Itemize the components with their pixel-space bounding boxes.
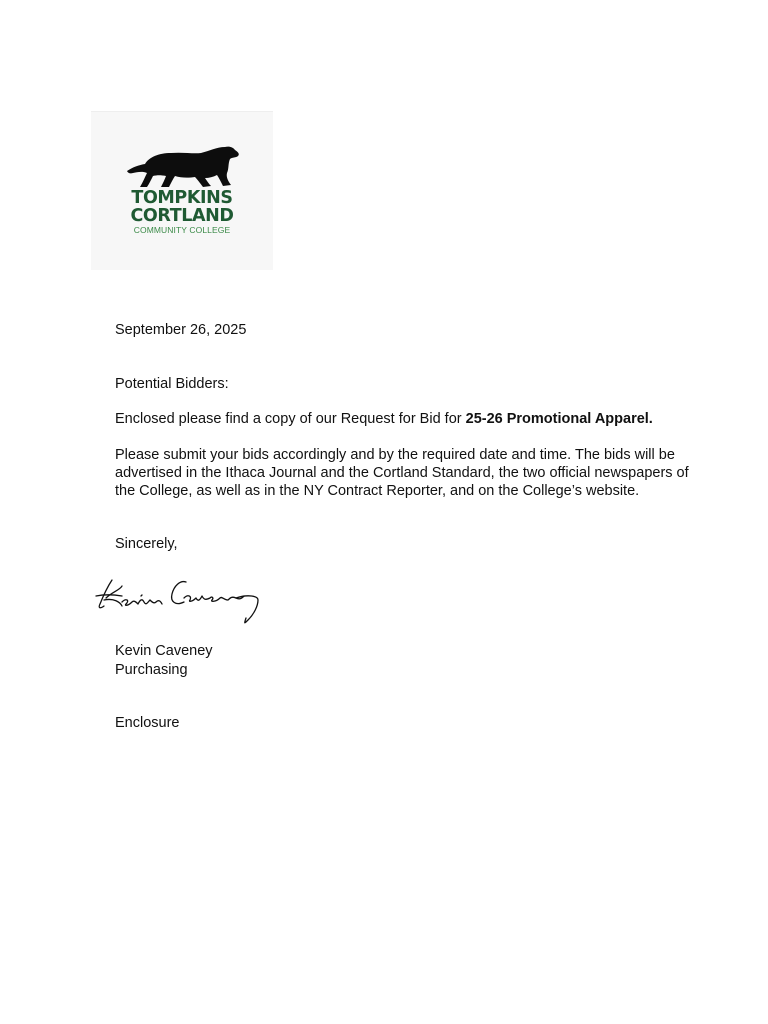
logo-line-cortland: CORTLAND (130, 206, 234, 226)
bid-title: 25-26 Promotional Apparel. (465, 411, 653, 427)
intro-text: Enclosed please find a copy of our Request for Bid for (115, 411, 466, 427)
letter-closing: Sincerely, (115, 536, 178, 552)
college-logo (91, 111, 273, 270)
logo-line-tompkins: TOMPKINS (131, 188, 233, 208)
body-paragraph: Please submit your bids accordingly and by the required date and time. The bids will be advertised in the Ithaca Journal and the Cortland Standard, the two official newspapers of the College, as well as in the NY Contract Reporter, and on the College’s website. (115, 447, 689, 499)
logo-line-community-college: COMMUNITY COLLEGE (133, 225, 231, 235)
letter-date: September 26, 2025 (115, 322, 247, 338)
panther-icon (125, 145, 241, 189)
enclosure-note: Enclosure (115, 715, 180, 731)
signer-name: Kevin Caveney (115, 643, 213, 659)
signer-title: Purchasing (115, 662, 188, 678)
intro-paragraph (115, 410, 690, 428)
signature (92, 572, 262, 628)
letter-salutation: Potential Bidders: (115, 376, 229, 392)
